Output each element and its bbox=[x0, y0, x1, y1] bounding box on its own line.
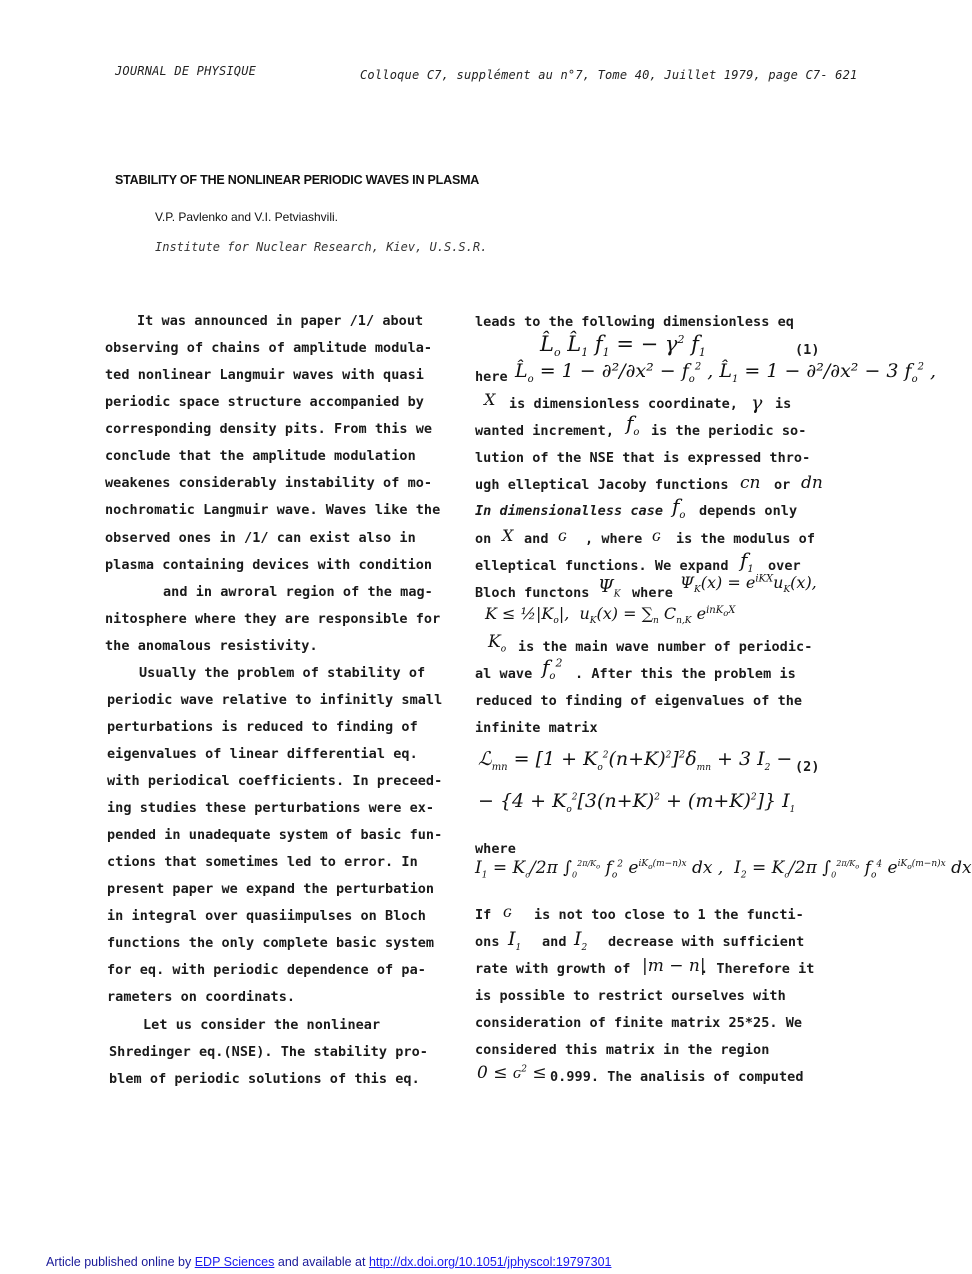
equation-1-number: (1) bbox=[795, 342, 820, 358]
doi-link[interactable]: http://dx.doi.org/10.1051/jphyscol:19797301 bbox=[368, 1255, 612, 1269]
text-line: Bloch functons bbox=[475, 585, 590, 601]
x-symbol: X bbox=[484, 390, 496, 409]
text-line: ctions that sometimes led to error. In bbox=[107, 854, 418, 870]
footer-middle: and available at bbox=[277, 1255, 366, 1269]
text-line: observed ones in /1/ can exist also in bbox=[105, 530, 416, 546]
text-line: ing studies these perturbations were ex- bbox=[107, 800, 435, 816]
f0-squared-symbol: $f_o^2$ bbox=[542, 655, 563, 682]
affiliation: Institute for Nuclear Research, Kiev, U.S.S.R. bbox=[155, 240, 488, 254]
equation-2-line-1: ℒ$_{mn}$ = $[1 + K_o^2(n+K)^2]^2\delta_{mn} + 3$ $I_2$ − bbox=[478, 748, 793, 773]
text-line: here bbox=[475, 369, 508, 385]
text-line: pended in unadequate system of basic fun- bbox=[107, 827, 443, 843]
i2-symbol: $I_2$ bbox=[574, 928, 588, 953]
kappa-symbol: ԍ bbox=[652, 525, 661, 546]
text-line: Shredinger eq.(NSE). The stability pro- bbox=[109, 1044, 428, 1060]
text-line: where bbox=[475, 841, 516, 857]
text-line: ons bbox=[475, 934, 500, 950]
i1-symbol: $I_1$ bbox=[508, 928, 522, 953]
text-line: where bbox=[632, 585, 673, 601]
text-line: lution of the NSE that is expressed thro- bbox=[475, 450, 811, 466]
text-line: conclude that the amplitude modulation bbox=[105, 448, 416, 464]
m-minus-n-symbol: |m − n| bbox=[642, 956, 706, 976]
text-line: functions the only complete basic system bbox=[107, 935, 435, 951]
text-line: Let us consider the nonlinear bbox=[143, 1017, 381, 1033]
bloch-conditions: $K \le \frac{1}{2}|K_o|$, $u_K(x) = \sum_n$ $C_{n,K}$ $e^{inK_oX}$ bbox=[485, 604, 736, 627]
text-line: wanted increment, bbox=[475, 423, 615, 439]
cn-symbol: cn bbox=[740, 473, 761, 493]
footer-prefix: Article published online by bbox=[46, 1255, 192, 1269]
text-line: the anomalous resistivity. bbox=[105, 638, 318, 654]
paper-title: STABILITY OF THE NONLINEAR PERIODIC WAVES IN PLASMA bbox=[115, 173, 480, 187]
text-line: for eq. with periodic dependence of pa- bbox=[107, 962, 426, 978]
kappa-symbol: ԍ bbox=[558, 525, 567, 546]
text-line: on bbox=[475, 531, 492, 547]
text-line: ted nonlinear Langmuir waves with quasi bbox=[105, 367, 424, 383]
text-line: or bbox=[774, 477, 791, 493]
text-line: weakenes considerably instability of mo- bbox=[105, 475, 433, 491]
text-line: infinite matrix bbox=[475, 720, 598, 736]
text-line: decrease with sufficient bbox=[608, 934, 805, 950]
text-line: is the modulus of bbox=[676, 531, 816, 547]
text-line: in integral over quasiimpulses on Bloch bbox=[107, 908, 426, 924]
text-line: ugh elleptical Jacoby functions bbox=[475, 477, 729, 493]
text-line: consideration of finite matrix 25*25. We bbox=[475, 1015, 803, 1031]
text-line: considered this matrix in the region bbox=[475, 1042, 770, 1058]
text-line: and bbox=[524, 531, 549, 547]
kappa-symbol: ԍ bbox=[503, 901, 512, 922]
text-line: periodic wave relative to infinitly small bbox=[107, 692, 443, 708]
text-line: reduced to finding of eigenvalues of the bbox=[475, 693, 803, 709]
text-line: depends only bbox=[699, 503, 798, 519]
phi-k-symbol: $\Psi_K$ bbox=[598, 576, 621, 600]
text-line: periodic space structure accompanied by bbox=[105, 394, 424, 410]
text-line: al wave bbox=[475, 666, 533, 682]
integral-definitions: $I_1 = K_o/2\pi$ $\int_0^{2\pi/K_o}$ $f_o^2$ $e^{iK_o(m-n)x}$ dx , $I_2 = K_o/2\pi$ $\int_0^{2\pi/K_o}$ $f_o^4$ $e^{iK_o(m-n)x}$ dx bbox=[475, 858, 972, 881]
text-line: corresponding density pits. From this we bbox=[105, 421, 433, 437]
journal-name: JOURNAL DE PHYSIQUE bbox=[115, 64, 257, 78]
f0-symbol: $f_o$ bbox=[626, 411, 640, 438]
text-line: with periodical coefficients. In preceed- bbox=[107, 773, 443, 789]
text-line: over bbox=[768, 558, 801, 574]
text-line: observing of chains of amplitude modula- bbox=[105, 340, 433, 356]
text-line: is possible to restrict ourselves with bbox=[475, 988, 786, 1004]
text-line: nitosphere where they are responsible for bbox=[105, 611, 441, 627]
dn-symbol: dn bbox=[801, 473, 823, 493]
equation-2-line-2: − $\{4 + K_o^2[3(n+K)^2 + (m+K)^2]\}$ $I_1$ bbox=[478, 790, 796, 815]
text-line: rameters on coordinats. bbox=[107, 989, 296, 1005]
text-line: is not too close to 1 the functi- bbox=[534, 907, 804, 923]
footer bbox=[46, 1255, 611, 1269]
equation-1: $L̂_o$ $L̂_1$ $f_1$ = − $\gamma^2$ $f_1$ bbox=[540, 332, 706, 360]
text-line: rate with growth of bbox=[475, 961, 631, 977]
f0-symbol: $f_o$ bbox=[672, 494, 686, 521]
text-line: blem of periodic solutions of this eq. bbox=[109, 1071, 420, 1087]
text-line: . After this the problem is bbox=[575, 666, 796, 682]
k0-symbol: $K_o$ bbox=[488, 632, 507, 655]
bloch-function-def: $\Psi_K(x) = e^{iKX}u_K(x)$, bbox=[680, 573, 817, 596]
f1-symbol: $f_1$ bbox=[740, 548, 754, 575]
equation-2-number: (2) bbox=[795, 759, 820, 775]
text-line: perturbations is reduced to finding of bbox=[107, 719, 418, 735]
text-line: is the main wave number of periodic- bbox=[518, 639, 813, 655]
gamma-symbol: γ bbox=[751, 392, 763, 414]
text-line: It was announced in paper /1/ about bbox=[137, 313, 424, 329]
text-line: is dimensionless coordinate, bbox=[509, 396, 738, 412]
text-line: . Therefore it bbox=[700, 961, 815, 977]
text-line: plasma containing devices with condition bbox=[105, 557, 433, 573]
authors: V.P. Pavlenko and V.I. Petviashvili. bbox=[155, 210, 339, 224]
text-line: 0.999. The analisis of computed bbox=[550, 1069, 804, 1085]
text-line: leads to the following dimensionless eq bbox=[475, 314, 794, 330]
text-line: If bbox=[475, 907, 492, 923]
text-line: elleptical functions. We expand bbox=[475, 558, 729, 574]
text-line: present paper we expand the perturbation bbox=[107, 881, 435, 897]
text-line: is the periodic so- bbox=[651, 423, 807, 439]
operator-definitions: $L̂_o = 1 - \partial^2/\partial x^2 - f_o^2$ , $L̂_1 = 1 - \partial^2/\partial x^2 - 3$ $f_o^2$ , bbox=[515, 360, 937, 385]
text-line: nochromatic Langmuir wave. Waves like the bbox=[105, 502, 441, 518]
region-inequality: 0 ≤ ԍ$^2$ ≤ bbox=[477, 1063, 547, 1083]
text-line: and in awroral region of the mag- bbox=[163, 584, 433, 600]
x-symbol: X bbox=[502, 526, 514, 545]
edp-sciences-link[interactable]: EDP Sciences bbox=[194, 1255, 275, 1269]
text-line: eigenvalues of linear differential eq. bbox=[107, 746, 418, 762]
text-line: is bbox=[775, 396, 792, 412]
text-line: , where bbox=[585, 531, 643, 547]
citation-line: Colloque C7, supplément au n°7, Tome 40, Juillet 1979, page C7- 621 bbox=[360, 68, 858, 82]
text-line: and bbox=[542, 934, 567, 950]
text-line: Usually the problem of stability of bbox=[139, 665, 426, 681]
text-line: In dimensionalless case bbox=[475, 503, 664, 519]
